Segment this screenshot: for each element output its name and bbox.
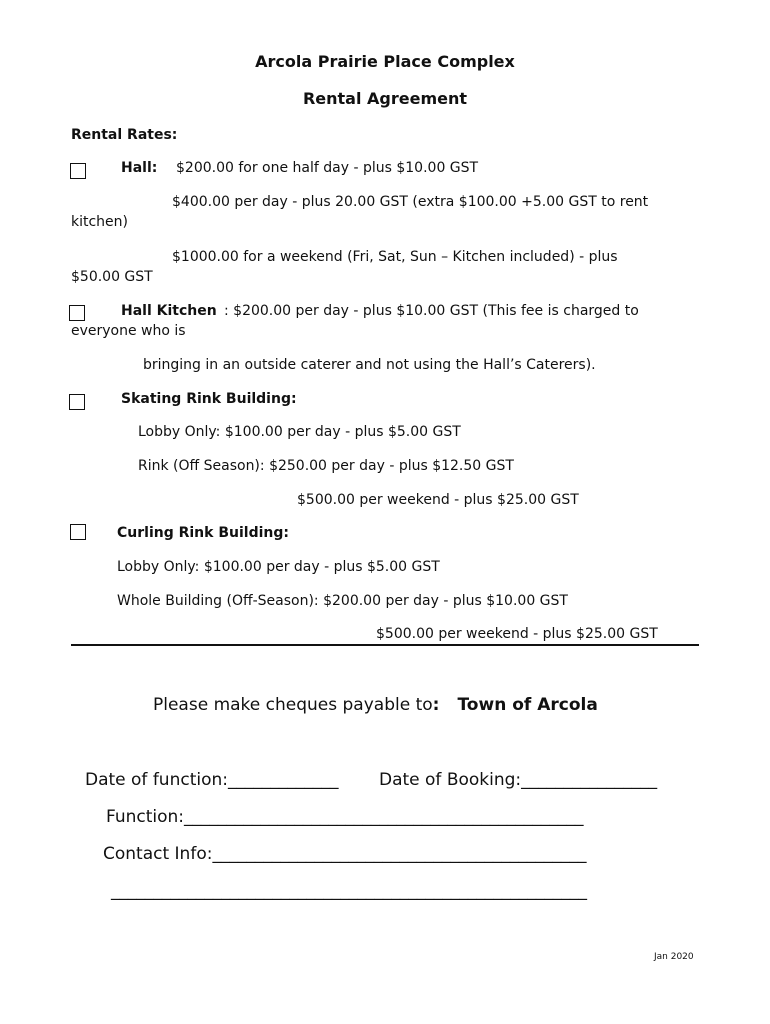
page-title: Arcola Prairie Place Complex (255, 52, 515, 71)
curling-lobby-rate: Lobby Only: $100.00 per day - plus $5.00 GST (117, 559, 440, 575)
hall-kitchen-rate-cont: everyone who is (71, 323, 186, 339)
hall-kitchen-note: bringing in an outside caterer and not using the Hall’s Caterers). (143, 357, 596, 373)
contact-info-extra-line[interactable]: ________________________________________________________ (111, 881, 587, 901)
payment-prefix: Please make cheques payable to (153, 695, 433, 715)
contact-info-field[interactable]: Contact Info:____________________________________________ (103, 844, 587, 864)
hall-rate-day-cont: kitchen) (71, 214, 129, 230)
payment-line (153, 695, 598, 715)
footer-date: Jan 2020 (654, 952, 694, 962)
hall-label: Hall: (121, 160, 158, 176)
hall-rate-weekend: $1000.00 for a weekend (Fri, Sat, Sun – Kitchen included) - plus (172, 249, 618, 265)
hall-kitchen-checkbox[interactable] (69, 305, 85, 321)
hall-kitchen-label: Hall Kitchen (121, 303, 217, 319)
payment-colon: : (432, 695, 440, 715)
curling-weekend-rate: $500.00 per weekend - plus $25.00 GST (376, 626, 658, 642)
curling-rink-label: Curling Rink Building: (117, 525, 289, 541)
date-of-booking-field[interactable]: Date of Booking:________________ (379, 770, 658, 790)
skating-rink-label: Skating Rink Building: (121, 391, 297, 407)
hall-kitchen-rate: : $200.00 per day - plus $10.00 GST (This fee is charged to (224, 303, 639, 319)
hall-rate-weekend-cont: $50.00 GST (71, 269, 153, 285)
skating-weekend-rate: $500.00 per weekend - plus $25.00 GST (297, 492, 579, 508)
date-of-function-field[interactable]: Date of function:_____________ (85, 770, 339, 790)
rental-rates-heading: Rental Rates: (71, 127, 178, 143)
function-field[interactable]: Function:_______________________________________________ (106, 807, 584, 827)
hall-rate-day: $400.00 per day - plus 20.00 GST (extra $100.00 +5.00 GST to rent (172, 194, 649, 210)
skating-rink-checkbox[interactable] (69, 394, 85, 410)
hall-rate-half-day: $200.00 for one half day - plus $10.00 GST (176, 160, 479, 176)
curling-whole-rate: Whole Building (Off-Season): $200.00 per day - plus $10.00 GST (117, 593, 568, 609)
payee-name: Town of Arcola (457, 695, 598, 715)
skating-lobby-rate: Lobby Only: $100.00 per day - plus $5.00 GST (138, 424, 461, 440)
section-divider (71, 644, 699, 646)
page-subtitle: Rental Agreement (302, 89, 468, 108)
curling-rink-checkbox[interactable] (70, 524, 86, 540)
hall-checkbox[interactable] (70, 163, 86, 179)
skating-rink-rate: Rink (Off Season): $250.00 per day - plus $12.50 GST (138, 458, 514, 474)
